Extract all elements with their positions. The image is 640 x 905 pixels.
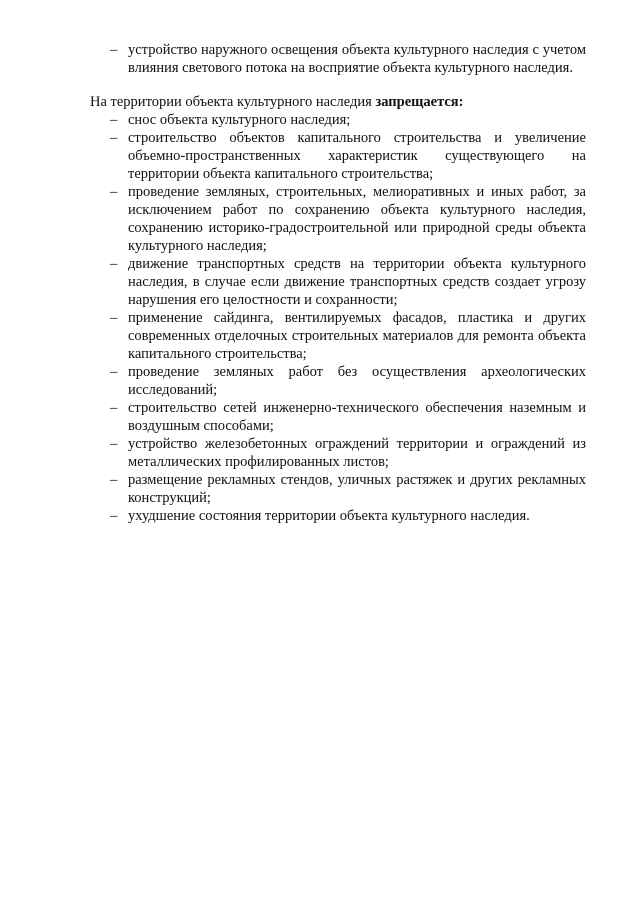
dash-bullet: –: [110, 256, 118, 272]
list-item-text: размещение рекламных стендов, уличных растяжек и других рекламных конструкций;: [128, 472, 586, 506]
dash-bullet: –: [110, 130, 118, 146]
intro-text: На территории объекта культурного наследия: [90, 94, 376, 110]
dash-bullet: –: [110, 184, 118, 200]
list-item: [90, 435, 586, 471]
list-item-text: устройство наружного освещения объекта культурного наследия с учетом влияния светового потока на восприятие объекта культурного наследия.: [128, 42, 586, 76]
prohibition-intro: [90, 93, 586, 111]
list-item: [90, 129, 586, 183]
dash-bullet: –: [110, 42, 118, 58]
list-item: [90, 111, 586, 129]
prohibited-list: [90, 111, 586, 525]
dash-bullet: –: [110, 364, 118, 380]
top-list: [90, 41, 586, 77]
list-item: [90, 399, 586, 435]
list-item-text: применение сайдинга, вентилируемых фасадов, пластика и других современных отделочных строительных материалов для ремонта объекта капитального строительства;: [128, 310, 586, 362]
list-item-text: строительство сетей инженерно-технического обеспечения наземным и воздушным способами;: [128, 400, 586, 434]
list-item-text: проведение земляных работ без осуществления археологических исследований;: [128, 364, 586, 398]
dash-bullet: –: [110, 508, 118, 524]
list-item-text: движение транспортных средств на территории объекта культурного наследия, в случае если движение транспортных средств создает угрозу нарушения его целостности и сохранности;: [128, 256, 586, 308]
list-item: [90, 41, 586, 77]
list-item: [90, 363, 586, 399]
list-item-text: снос объекта культурного наследия;: [128, 112, 351, 128]
document-body: [90, 41, 586, 525]
dash-bullet: –: [110, 472, 118, 488]
list-item-text: устройство железобетонных ограждений территории и ограждений из металлических профилированных листов;: [128, 436, 586, 470]
dash-bullet: –: [110, 400, 118, 416]
intro-bold-keyword: запрещается:: [375, 94, 464, 110]
dash-bullet: –: [110, 436, 118, 452]
dash-bullet: –: [110, 310, 118, 326]
dash-bullet: –: [110, 112, 118, 128]
list-item-text: строительство объектов капитального строительства и увеличение объемно-пространственных характеристик существующего на территории объекта капитального строительства;: [128, 130, 586, 182]
list-item-text: проведение земляных, строительных, мелиоративных и иных работ, за исключением работ по сохранению объекта культурного наследия, сохранению историко-градостроительной или природной среды объекта культурного наследия;: [128, 184, 586, 254]
list-item-text: ухудшение состояния территории объекта культурного наследия.: [128, 508, 530, 524]
list-item: [90, 471, 586, 507]
list-item: [90, 255, 586, 309]
list-item: [90, 183, 586, 255]
list-item: [90, 309, 586, 363]
list-item: [90, 507, 586, 525]
